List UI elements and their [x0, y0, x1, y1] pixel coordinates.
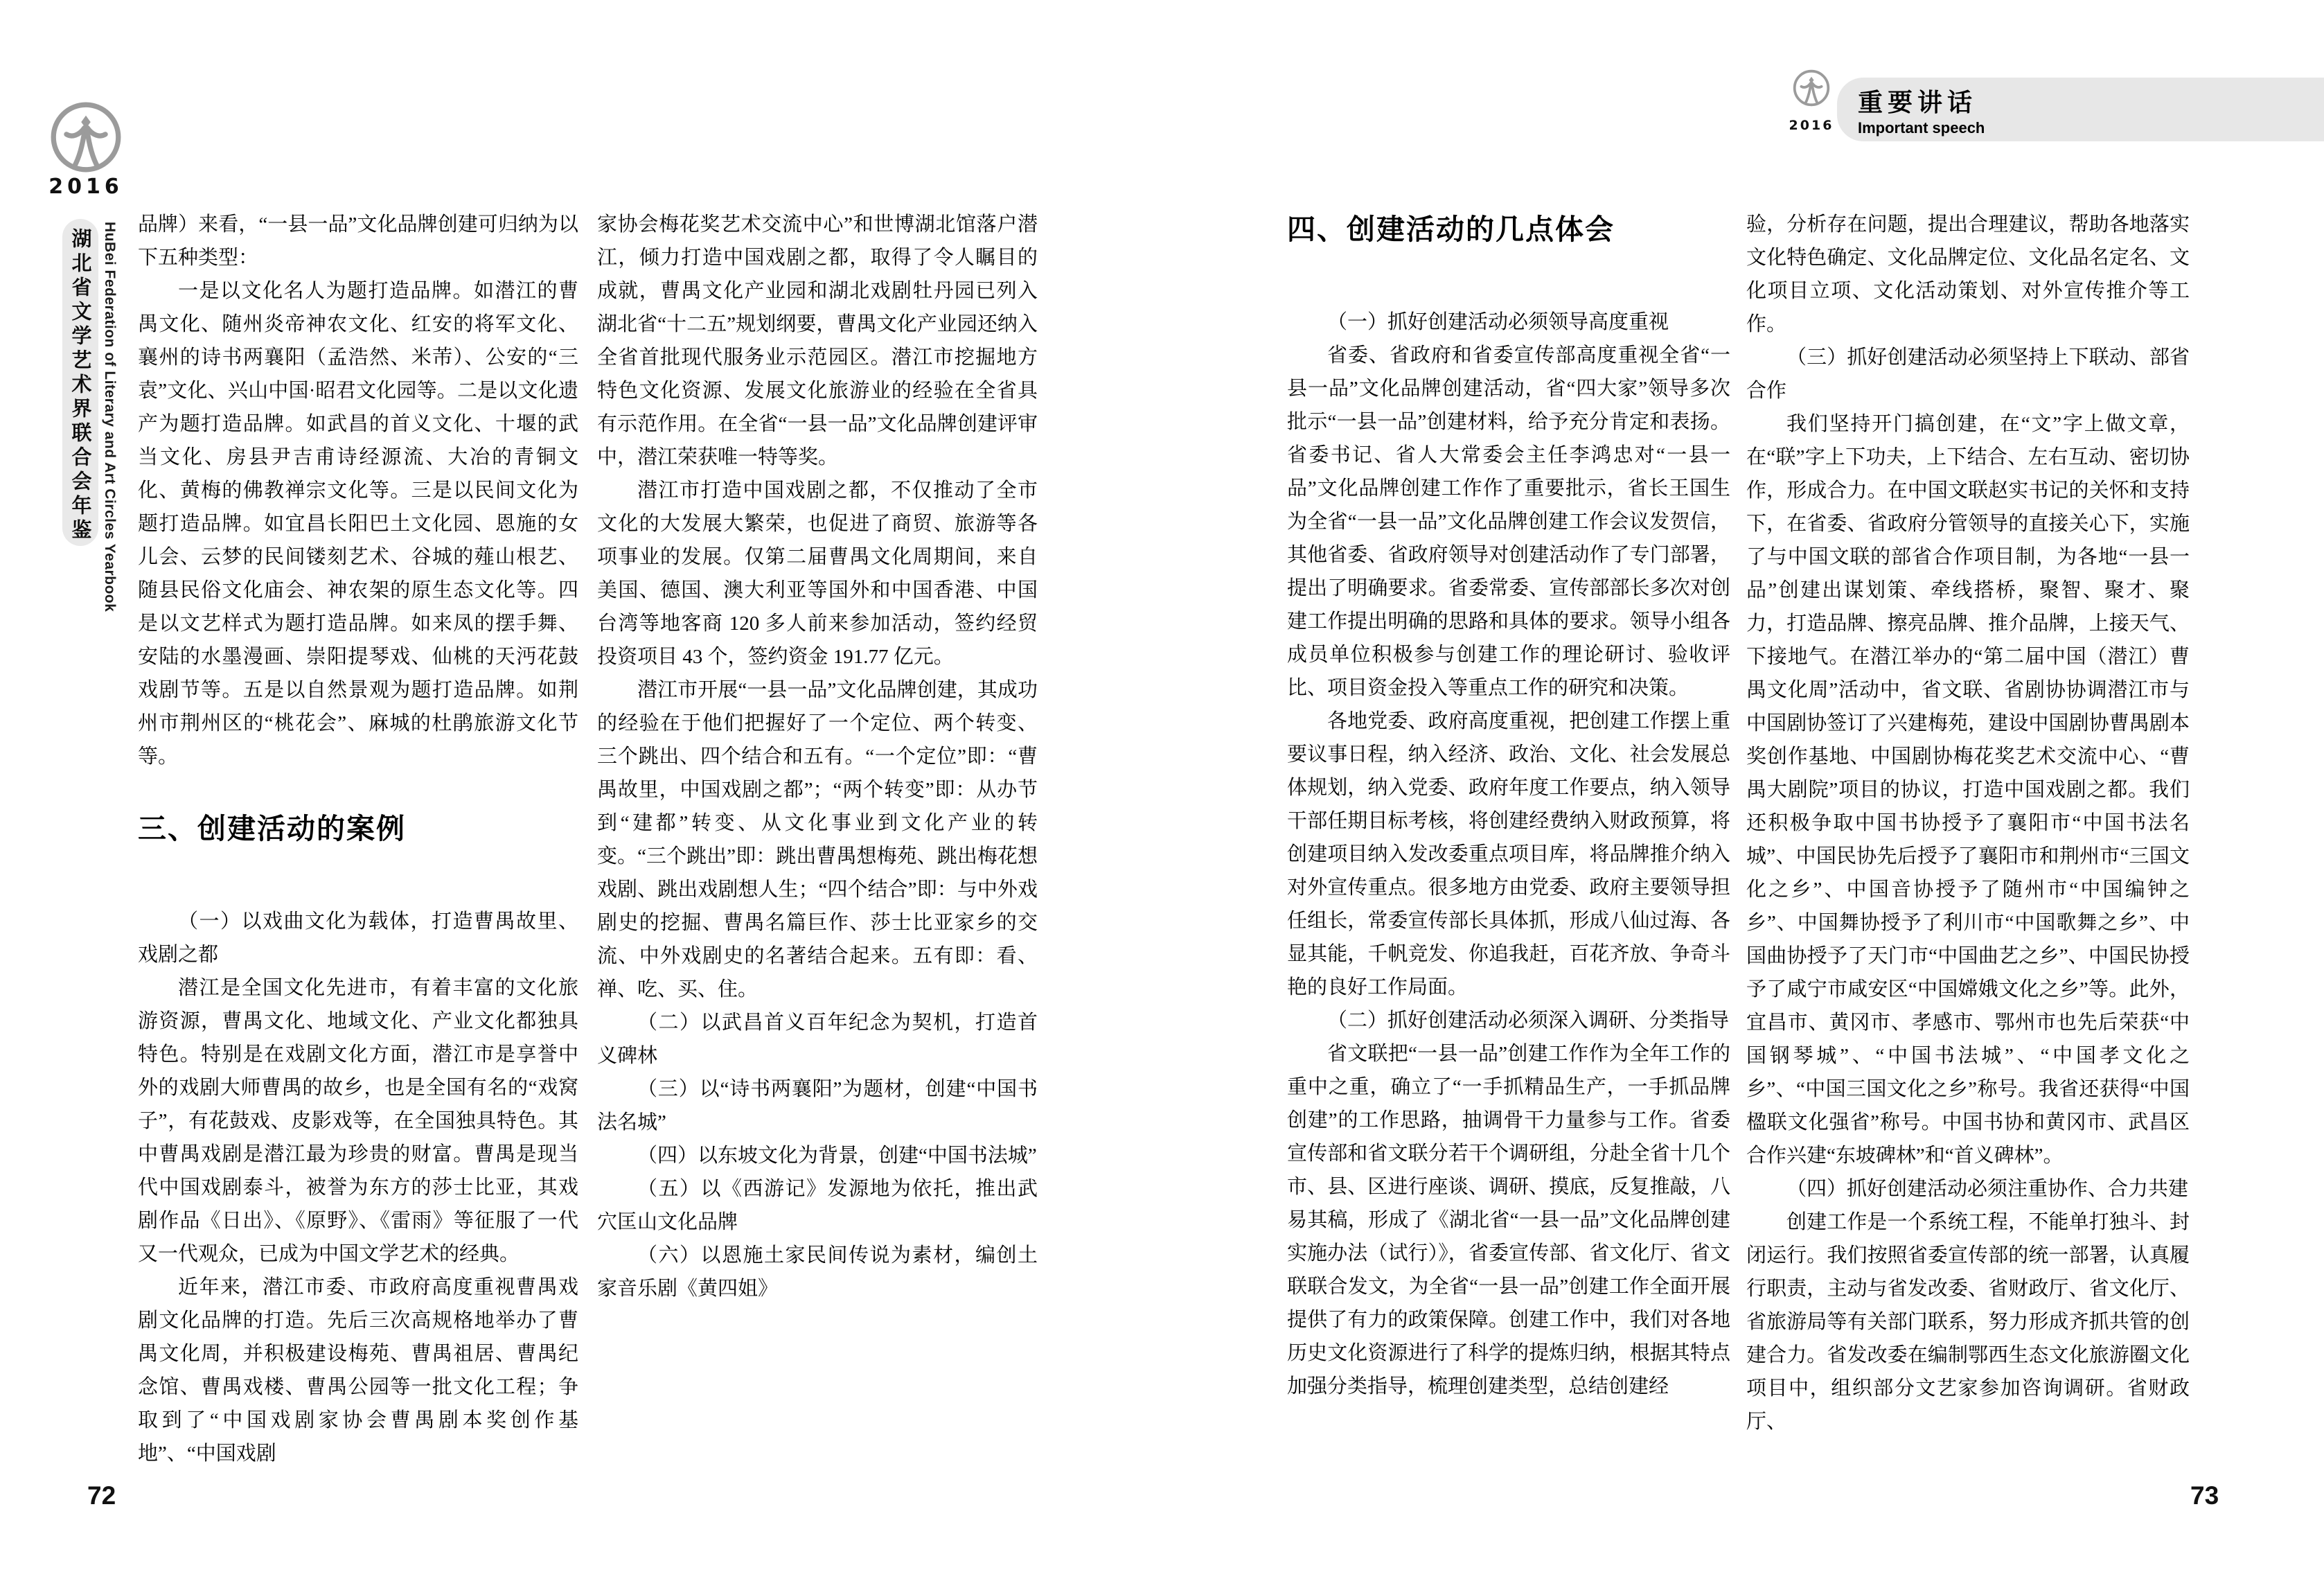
page-number-left: 72	[87, 1481, 116, 1510]
page-72-column-2	[597, 208, 1038, 1305]
paragraph: 省委、省政府和省委宣传部高度重视全省“一县一品”文化品牌创建活动，省“四大家”领导多次批示“一县一品”创建材料，给予充分肯定和表扬。省委书记、省人大常委会主任李鸿忠对“一县一品”文化品牌创建工作作了重要批示，省长王国生为全省“一县一品”文化品牌创建工作会议发贺信，其他省委、省政府领导对创建活动作了专门部署，提出了明确要求。省委常委、宣传部部长多次对创建工作提出明确的思路和具体的要求。领导小组各成员单位积极参与创建工作的理论研讨、验收评比、项目资金投入等重点工作的研究和决策。	[1287, 344, 1730, 699]
page-72-column-1	[138, 208, 578, 1470]
page-73-column-2	[1746, 208, 2190, 1438]
paragraph: 近年来，潜江市委、市政府高度重视曹禺戏剧文化品牌的打造。先后三次高规格地举办了曹禺文化周，并积极建设梅苑、曹禺祖居、曹禺纪念馆、曹禺戏楼、曹禺公园等一批文化工程；争取到了“中国戏剧家协会曹禺剧本奖创作基地”、“中国戏剧	[138, 1276, 578, 1465]
subsection-title: （三）抓好创建活动必须坚持上下联动、部省合作	[1746, 346, 2190, 402]
subsection-title: （四）以东坡文化为背景，创建“中国书法城”	[637, 1145, 1037, 1167]
section-title-cn: 重要讲话	[1858, 88, 1978, 116]
header-year-label: 2016	[1789, 118, 1834, 133]
subsection-title: （二）抓好创建活动必须深入调研、分类指导	[1327, 1009, 1730, 1032]
sidebar-year-label: 2016	[48, 175, 123, 199]
sidebar-title-cn: 湖北省文学艺术界联合会年鉴	[69, 228, 91, 543]
paragraph: 品牌）来看，“一县一品”文化品牌创建可归纳为以下五种类型：	[138, 213, 578, 269]
page-number-right: 73	[2190, 1481, 2219, 1510]
paragraph: 各地党委、政府高度重视，把创建工作摆上重要议事日程，纳入经济、政治、文化、社会发展总体规划，纳入党委、政府年度工作要点，纳入领导干部任期目标考核，将创建经费纳入财政预算，将创建项目纳入发改委重点项目库，将品牌推介纳入对外宣传重点。很多地方由党委、政府主要领导担任组长，常委宣传部长具体抓，形成八仙过海、各显其能，千帆竞发、你追我赶，百花齐放、争奇斗艳的良好工作局面。	[1287, 710, 1730, 998]
paragraph: 潜江市开展“一县一品”文化品牌创建，其成功的经验在于他们把握好了一个定位、两个转变、三个跳出、四个结合和五有。“一个定位”即：“曹禺故里，中国戏剧之都”；“两个转变”即：从办节到“建都”转变、从文化事业到文化产业的转变。“三个跳出”即：跳出曹禺想梅苑、跳出梅花想戏剧、跳出戏剧想人生；“四个结合”即：与中外戏剧史的挖掘、曹禺名篇巨作、莎士比亚家乡的交流、中外戏剧史的名著结合起来。五有即：看、禅、吃、买、住。	[597, 679, 1038, 1000]
paragraph: 我们坚持开门搞创建，在“文”字上做文章，在“联”字上下功夫，上下结合、左右互动、密切协作，形成合力。在中国文联赵实书记的关怀和支持下，在省委、省政府分管领导的直接关心下，实施了与中国文联的部省合作项目制，为各地“一县一品”创建出谋划策、牵线搭桥，聚智、聚才、聚力，打造品牌、擦亮品牌、推介品牌，上接天气、下接地气。在潜江举办的“第二届中国（潜江）曹禺文化周”活动中，省文联、省剧协协调潜江市与中国剧协签订了兴建梅苑，建设中国剧协曹禺剧本奖创作基地、中国剧协梅花奖艺术交流中心、“曹禺大剧院”项目的协议，打造中国戏剧之都。我们还积极争取中国书协授予了襄阳市“中国书法名城”、中国民协先后授予了襄阳市和荆州市“三国文化之乡”、中国音协授予了随州市“中国编钟之乡”、中国舞协授予了利川市“中国歌舞之乡”、中国曲协授予了天门市“中国曲艺之乡”、中国民协授予了咸宁市咸安区“中国嫦娥文化之乡”等。此外，宜昌市、黄冈市、孝感市、鄂州市也先后荣获“中国钢琴城”、“中国书法城”、“中国孝文化之乡”、“中国三国文化之乡”称号。我省还获得“中国楹联文化强省”称号。中国书协和黄冈市、武昌区合作兴建“东坡碑林”和“首义碑林”。	[1746, 413, 2190, 1167]
section-title-en: Important speech	[1858, 119, 1985, 136]
subsection-title: （六）以恩施土家民间传说为素材，编创土家音乐剧《黄四姐》	[597, 1244, 1038, 1300]
page-73-column-1	[1287, 208, 1730, 1403]
subsection-title: （二）以武昌首义百年纪念为契机，打造首义碑林	[597, 1012, 1038, 1067]
paragraph: 创建工作是一个系统工程，不能单打独斗、封闭运行。我们按照省委宣传部的统一部署，认真履行职责，主动与省发改委、省财政厅、省文化厅、省旅游局等有关部门联系，努力形成齐抓共管的创建合力。省发改委在编制鄂西生态文化旅游圈文化项目中，组织部分文艺家参加咨询调研。省财政厅、	[1746, 1211, 2190, 1433]
subsection-title: （三）以“诗书两襄阳”为题材，创建“中国书法名城”	[597, 1078, 1038, 1133]
paragraph: 家协会梅花奖艺术交流中心”和世博湖北馆落户潜江，倾力打造中国戏剧之都，取得了令人瞩目的成就，曹禺文化产业园和湖北戏剧牡丹园已列入湖北省“十二五”规划纲要，曹禺文化产业园还纳入全省首批现代服务业示范园区。潜江市挖掘地方特色文化资源、发展文化旅游业的经验在全省具有示范作用。在全省“一县一品”文化品牌创建评审中，潜江荣获唯一特等奖。	[597, 213, 1038, 468]
section-header-band	[1837, 78, 2324, 141]
subsection-title: （一）以戏曲文化为载体，打造曹禺故里、戏剧之都	[138, 910, 578, 966]
paragraph: 验，分析存在问题，提出合理建议，帮助各地落实文化特色确定、文化品牌定位、文化品名定名、文化项目立项、文化活动策划、对外宣传推介等工作。	[1746, 213, 2190, 335]
section-heading: 四、创建活动的几点体会	[1287, 213, 1615, 245]
federation-logo-icon	[50, 101, 122, 173]
paragraph: 潜江是全国文化先进市，有着丰富的文化旅游资源，曹禺文化、地域文化、产业文化都独具特色。特别是在戏剧文化方面，潜江市是享誉中外的戏剧大师曹禺的故乡，也是全国有名的“戏窝子”，有花鼓戏、皮影戏等，在全国独具特色。其中曹禺戏剧是潜江最为珍贵的财富。曹禺是现当代中国戏剧泰斗，被誉为东方的莎士比亚，其戏剧作品《日出》、《原野》、《雷雨》等征服了一代又一代观众，已成为中国文学艺术的经典。	[138, 977, 578, 1265]
federation-logo-small-icon	[1793, 69, 1830, 107]
paragraph: 省文联把“一县一品”创建工作作为全年工作的重中之重，确立了“一手抓精品生产，一手抓品牌创建”的工作思路，抽调骨干力量参与工作。省委宣传部和省文联分若干个调研组，分赴全省十几个市、县、区进行座谈、调研、摸底，反复推敲，八易其稿，形成了《湖北省“一县一品”文化品牌创建实施办法（试行）》，省委宣传部、省文化厅、省文联联合发文，为全省“一县一品”创建工作全面开展提供了有力的政策保障。创建工作中，我们对各地历史文化资源进行了科学的提炼归纳，根据其特点加强分类指导，梳理创建类型，总结创建经	[1287, 1043, 1730, 1397]
subsection-title: （五）以《西游记》发源地为依托，推出武穴匡山文化品牌	[597, 1178, 1038, 1233]
paragraph: 一是以文化名人为题打造品牌。如潜江的曹禺文化、随州炎帝神农文化、红安的将军文化、襄州的诗书两襄阳（孟浩然、米芾）、公安的“三袁”文化、兴山中国·昭君文化园等。二是以文化遗产为题打造品牌。如武昌的首义文化、十堰的武当文化、房县尹吉甫诗经源流、大冶的青铜文化、黄梅的佛教禅宗文化等。三是以民间文化为题打造品牌。如宜昌长阳巴土文化园、恩施的女儿会、云梦的民间镂刻艺术、谷城的薤山根艺、随县民俗文化庙会、神农架的原生态文化等。四是以文艺样式为题打造品牌。如来凤的摆手舞、安陆的水墨漫画、崇阳提琴戏、仙桃的天沔花鼓戏剧节等。五是以自然景观为题打造品牌。如荆州市荆州区的“桃花会”、麻城的杜鹃旅游文化节等。	[138, 280, 578, 768]
sidebar-title-en: HuBei Federation of Literary and Art Circles Yearbook	[102, 222, 118, 612]
section-heading: 三、创建活动的案例	[138, 813, 406, 845]
paragraph: 潜江市打造中国戏剧之都，不仅推动了全市文化的大发展大繁荣，也促进了商贸、旅游等各项事业的发展。仅第二届曹禺文化周期间，来自美国、德国、澳大利亚等国外和中国香港、中国台湾等地客商 120 多人前来参加活动，签约经贸投资项目 43 个，签约资金 191.77 亿元。	[597, 479, 1038, 668]
sidebar-title-bar	[62, 219, 98, 546]
subsection-title: （一）抓好创建活动必须领导高度重视	[1327, 311, 1669, 333]
subsection-title: （四）抓好创建活动必须注重协作、合力共建	[1786, 1178, 2189, 1200]
